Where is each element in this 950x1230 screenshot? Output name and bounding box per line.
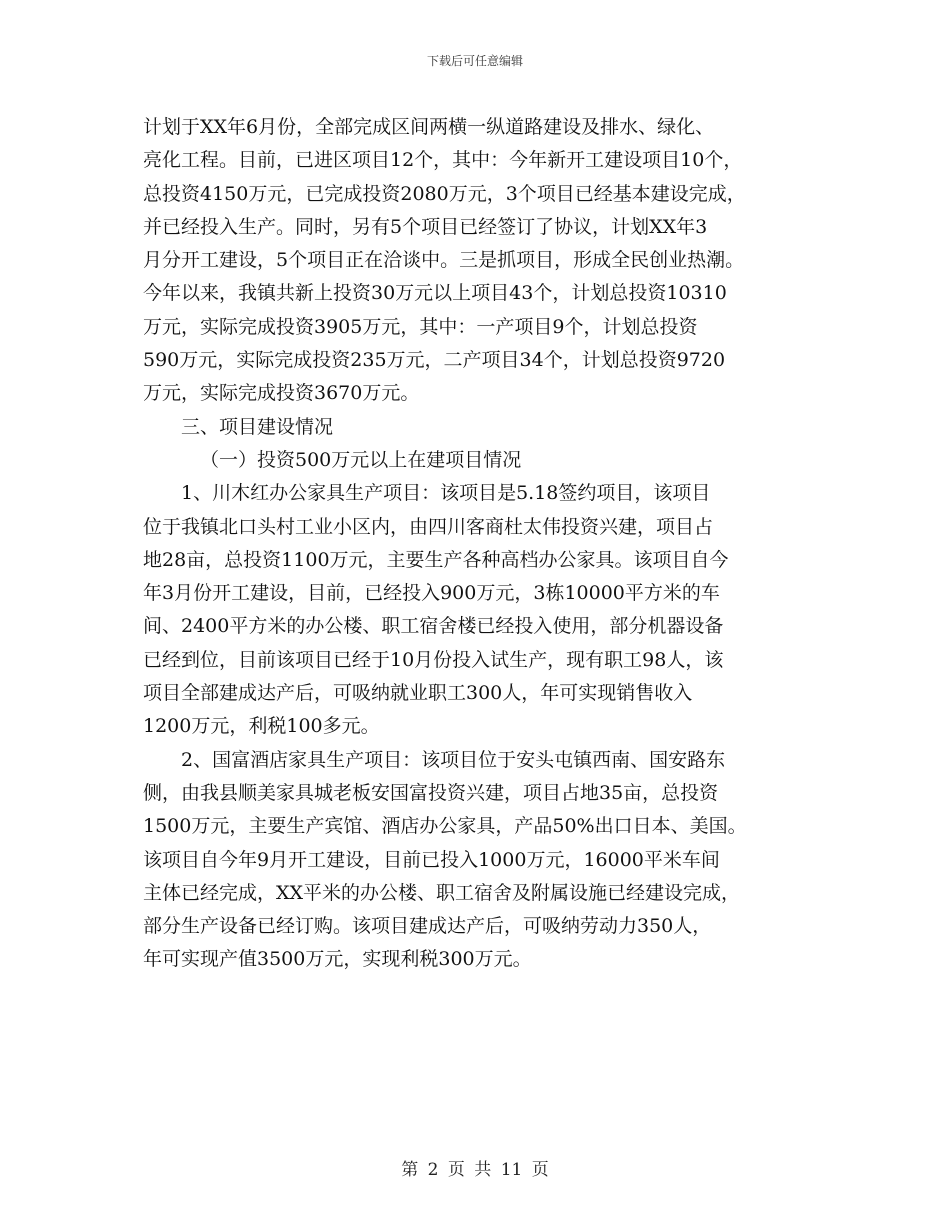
- paragraph-start: 2、国富酒店家具生产项目：该项目位于安头屯镇西南、国安路东: [181, 748, 726, 771]
- text-line: 590万元，实际完成投资235万元，二产项目34个，计划总投资9720: [143, 349, 726, 372]
- subsection-heading: （一）投资500万元以上在建项目情况: [200, 448, 522, 471]
- text-line: 地28亩，总投资1100万元，主要生产各种高档办公家具。该项目自今: [143, 548, 729, 571]
- text-line: 万元，实际完成投资3905万元，其中：一产项目9个，计划总投资: [143, 315, 698, 338]
- text-line: 总投资4150万元，已完成投资2080万元，3个项目已经基本建设完成，: [143, 182, 746, 205]
- text-line: 年3月份开工建设，目前，已经投入900万元，3栋10000平方米的车: [143, 582, 720, 605]
- text-line: 部分生产设备已经订购。该项目建成达产后，可吸纳劳动力350人，: [143, 915, 712, 938]
- text-line: 已经到位，目前该项目已经于10月份投入试生产，现有职工98人，该: [143, 648, 724, 671]
- page-header: 下载后可任意编辑: [426, 54, 523, 68]
- text-line: 该项目自今年9月开工建设，目前已投入1000万元，16000平米车间: [143, 848, 720, 871]
- text-line: 亮化工程。目前，已进区项目12个，其中：今年新开工建设项目10个，: [143, 149, 743, 172]
- text-line: 月分开工建设，5个项目正在洽谈中。三是抓项目，形成全民创业热潮。: [143, 249, 745, 272]
- text-line: 间、2400平方米的办公楼、职工宿舍楼已经投入使用，部分机器设备: [143, 615, 724, 638]
- text-line: 万元，实际完成投资3670万元。: [143, 382, 420, 405]
- text-line: 1500万元，主要生产宾馆、酒店办公家具，产品50%出口日本、美国。: [143, 815, 747, 838]
- section-heading: 三、项目建设情况: [181, 415, 334, 438]
- text-line: 1200万元，利税100多元。: [143, 715, 380, 738]
- text-line: 年可实现产值3500万元，实现利税300万元。: [143, 948, 532, 971]
- text-line: 侧，由我县顺美家具城老板安国富投资兴建，项目占地35亩，总投资: [143, 781, 719, 804]
- paragraph-start: 1、川木红办公家具生产项目：该项目是5.18签约项目，该项目: [181, 482, 711, 505]
- text-line: 位于我镇北口头村工业小区内，由四川客商杜太伟投资兴建，项目占: [143, 515, 714, 538]
- text-line: 计划于XX年6月份，全部完成区间两横一纵道路建设及排水、绿化、: [143, 116, 715, 138]
- document-body: [143, 111, 818, 977]
- text-line: 今年以来，我镇共新上投资30万元以上项目43个，计划总投资10310: [143, 282, 727, 305]
- text-line: 主体已经完成，XX平米的办公楼、职工宿舍及附属设施已经建设完成，: [143, 881, 741, 904]
- page-footer: 第 2 页 共 11 页: [401, 1160, 549, 1180]
- text-line: 项目全部建成达产后，可吸纳就业职工300人，年可实现销售收入: [143, 682, 693, 705]
- text-line: 并已经投入生产。同时，另有5个项目已经签订了协议，计划XX年3: [143, 215, 708, 238]
